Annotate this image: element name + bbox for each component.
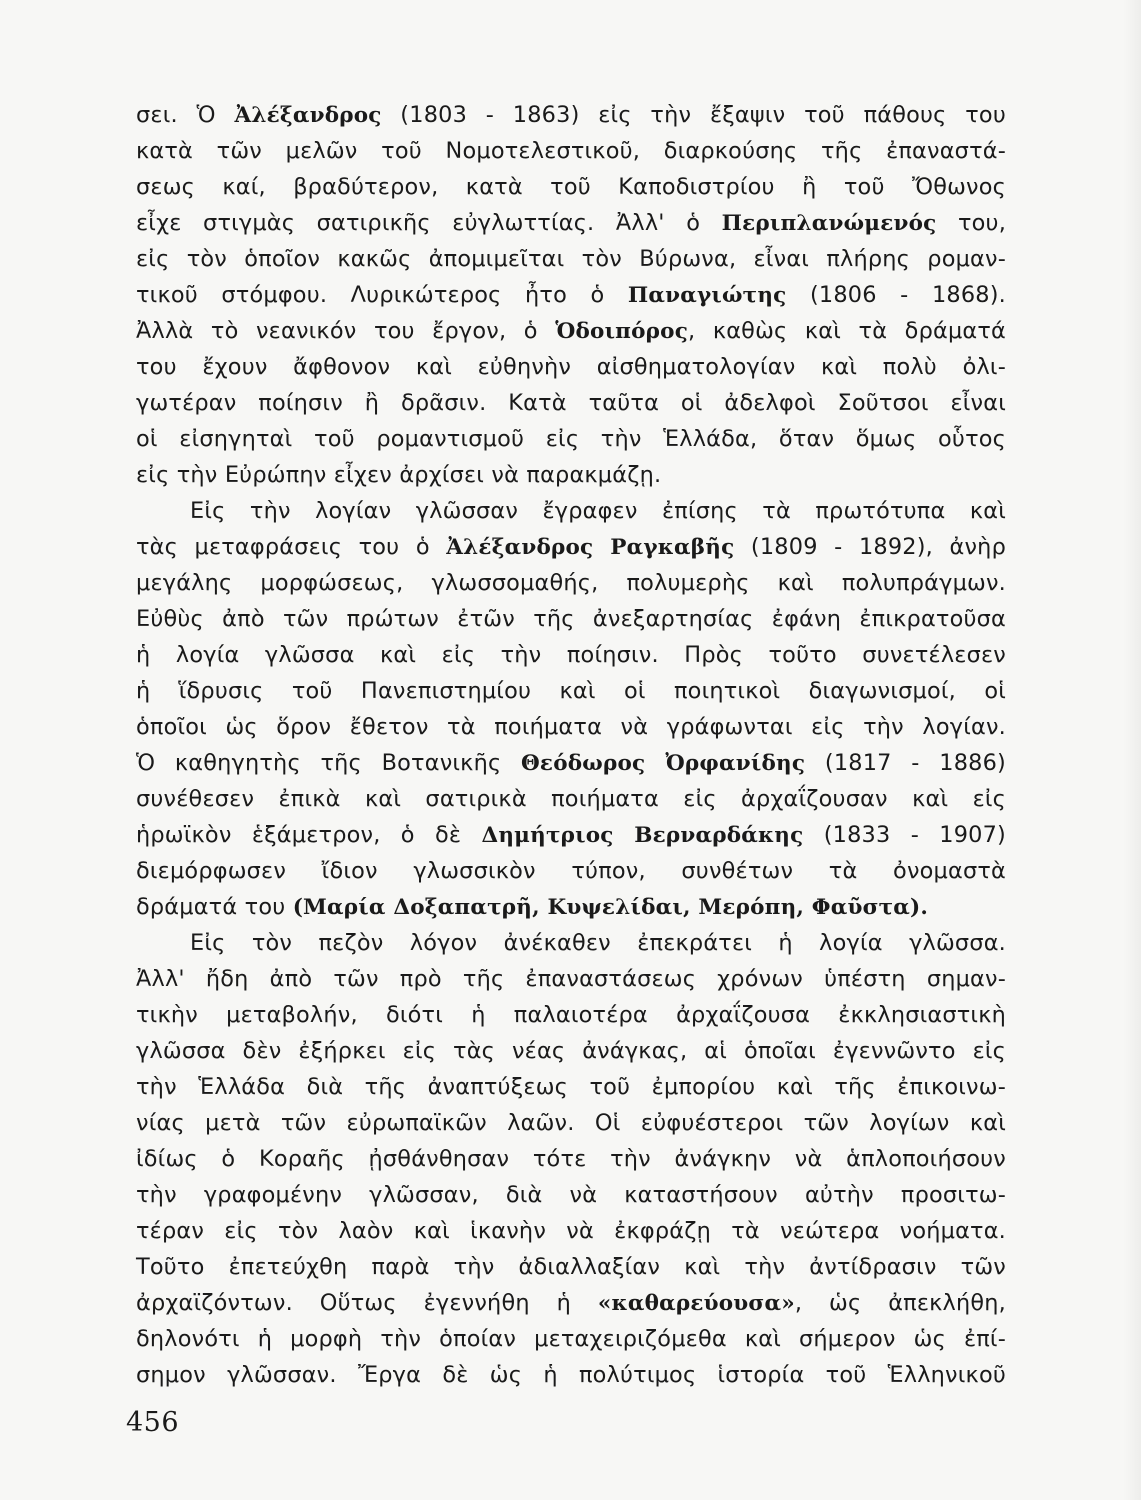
text-line-6: τικοῦ στόμφου. Λυρικώτερος ἦτο ὁ Παναγιώτης (1806 - 1868). [136, 282, 1006, 308]
text-line-31: τὴν γραφομένην γλῶσσαν, διὰ νὰ καταστήσουν αὐτὴν προσιτω- [136, 1182, 1006, 1208]
text-line-27: γλῶσσα δὲν ἐξήρκει εἰς τὰς νέας ἀνάγκας, αἱ ὁποῖαι ἐγεννῶντο εἰς [136, 1038, 1006, 1064]
text-line-9: γωτέραν ποίησιν ἢ δρᾶσιν. Κατὰ ταῦτα οἱ ἀδελφοὶ Σοῦτσοι εἶναι [136, 390, 1006, 416]
text-line-10: οἱ εἰσηγηταὶ τοῦ ρομαντισμοῦ εἰς τὴν Ἑλλάδα, ὅταν ὅμως οὗτος [136, 426, 1006, 452]
text-line-7: Ἀλλὰ τὸ νεανικόν του ἔργον, ὁ Ὁδοιπόρος, καθὼς καὶ τὰ δράματά [136, 318, 1006, 344]
text-line-36: σημον γλῶσσαν. Ἔργα δὲ ὡς ἡ πολύτιμος ἱστορία τοῦ Ἑλληνικοῦ [136, 1362, 1006, 1388]
text-line-22: διεμόρφωσεν ἴδιον γλωσσικὸν τύπον, συνθέτων τὰ ὀνομαστὰ [136, 858, 1006, 884]
text-line-12: Εἰς τὴν λογίαν γλῶσσαν ἔγραφεν ἐπίσης τὰ πρωτότυπα καὶ [190, 498, 1006, 524]
text-line-4: εἶχε στιγμὰς σατιρικῆς εὐγλωττίας. Ἀλλ' ὁ Περιπλανώμενός του, [136, 210, 1007, 236]
text-line-21: ἡρωϊκὸν ἑξάμετρον, ὁ δὲ Δημήτριος Βερναρδάκης (1833 - 1907) [136, 822, 1006, 848]
text-line-18: ὁποῖοι ὡς ὅρον ἔθετον τὰ ποιήματα νὰ γράφωνται εἰς τὴν λογίαν. [136, 714, 1006, 740]
text-line-5: εἰς τὸν ὁποῖον κακῶς ἀπομιμεῖται τὸν Βύρωνα, εἶναι πλήρης ρομαν- [136, 246, 1006, 272]
text-line-11: εἰς τὴν Εὐρώπην εἶχεν ἀρχίσει νὰ παρακμάζῃ. [136, 462, 662, 488]
text-line-19: Ὁ καθηγητὴς τῆς Βοτανικῆς Θεόδωρος Ὀρφανίδης (1817 - 1886) [136, 750, 1006, 776]
text-line-13: τὰς μεταφράσεις του ὁ Ἀλέξανδρος Ραγκαβῆς (1809 - 1892), ἀνὴρ [136, 534, 1006, 560]
text-line-2: κατὰ τῶν μελῶν τοῦ Νομοτελεστικοῦ, διαρκούσης τῆς ἐπαναστά- [136, 138, 1006, 164]
text-line-15: Εὐθὺς ἀπὸ τῶν πρώτων ἐτῶν τῆς ἀνεξαρτησίας ἐφάνη ἐπικρατοῦσα [136, 606, 1006, 632]
text-line-3: σεως καί, βραδύτερον, κατὰ τοῦ Καποδιστρίου ἢ τοῦ Ὄθωνος [136, 174, 1006, 200]
text-line-25: Ἀλλ' ἤδη ἀπὸ τῶν πρὸ τῆς ἐπαναστάσεως χρόνων ὑπέστη σημαν- [136, 966, 1006, 992]
text-line-1: σει. Ὁ Ἀλέξανδρος (1803 - 1863) εἰς τὴν ἔξαψιν τοῦ πάθους του [136, 102, 1006, 128]
text-line-24: Εἰς τὸν πεζὸν λόγον ἀνέκαθεν ἐπεκράτει ἡ λογία γλῶσσα. [190, 930, 1006, 956]
text-line-14: μεγάλης μορφώσεως, γλωσσομαθής, πολυμερὴς καὶ πολυπράγμων. [136, 570, 1006, 596]
text-line-16: ἡ λογία γλῶσσα καὶ εἰς τὴν ποίησιν. Πρὸς τοῦτο συνετέλεσεν [136, 642, 1006, 668]
text-line-30: ἰδίως ὁ Κοραῆς ᾐσθάνθησαν τότε τὴν ἀνάγκην νὰ ἁπλοποιήσουν [136, 1146, 1006, 1172]
text-line-8: του ἔχουν ἄφθονον καὶ εὐθηνὴν αἰσθηματολογίαν καὶ πολὺ ὀλι- [136, 354, 1006, 380]
text-line-28: τὴν Ἑλλάδα διὰ τῆς ἀναπτύξεως τοῦ ἐμπορίου καὶ τῆς ἐπικοινω- [136, 1074, 1006, 1100]
text-line-26: τικὴν μεταβολήν, διότι ἡ παλαιοτέρα ἀρχαΐζουσα ἐκκλησιαστικὴ [136, 1002, 1006, 1028]
text-line-34: ἀρχαϊζόντων. Οὕτως ἐγεννήθη ἡ «καθαρεύουσα», ὡς ἀπεκλήθη, [136, 1290, 1006, 1316]
text-line-23: δράματά του (Μαρία Δοξαπατρῆ, Κυψελίδαι, Μερόπη, Φαῦστα). [136, 894, 929, 920]
page-edge-shade [1123, 0, 1141, 1500]
text-line-20: συνέθεσεν ἐπικὰ καὶ σατιρικὰ ποιήματα εἰς ἀρχαΐζουσαν καὶ εἰς [136, 786, 1006, 812]
text-line-29: νίας μετὰ τῶν εὐρωπαϊκῶν λαῶν. Οἱ εὐφυέστεροι τῶν λογίων καὶ [136, 1110, 1006, 1136]
text-line-32: τέραν εἰς τὸν λαὸν καὶ ἱκανὴν νὰ ἐκφράζῃ τὰ νεώτερα νοήματα. [136, 1218, 1006, 1244]
text-line-17: ἡ ἵδρυσις τοῦ Πανεπιστημίου καὶ οἱ ποιητικοὶ διαγωνισμοί, οἱ [136, 678, 1006, 704]
text-line-33: Τοῦτο ἐπετεύχθη παρὰ τὴν ἀδιαλλαξίαν καὶ τὴν ἀντίδρασιν τῶν [136, 1254, 1006, 1280]
page-number: 456 [126, 1407, 180, 1438]
text-line-35: δηλονότι ἡ μορφὴ τὴν ὁποίαν μεταχειριζόμεθα καὶ σήμερον ὡς ἐπί- [136, 1326, 1006, 1352]
